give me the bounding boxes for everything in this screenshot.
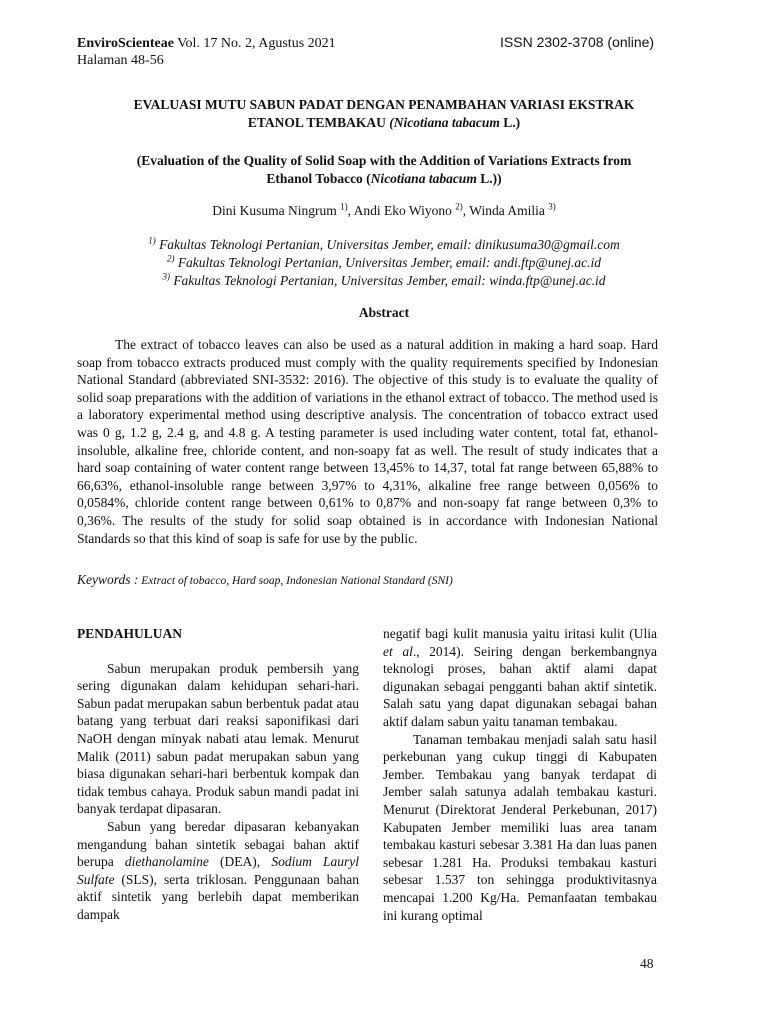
title-en-line2	[60, 170, 708, 188]
body-column-left	[77, 625, 359, 924]
author-affil-mark: 2)	[455, 201, 463, 212]
keywords-list: Extract of tobacco, Hard soap, Indonesian National Standard (SNI)	[138, 575, 453, 587]
paragraph-text: (SLS), serta triklosan. Penggunaan bahan aktif sintetik yang berlebih dapat memberikan dampak	[77, 871, 359, 922]
section-heading: PENDAHULUAN	[77, 626, 183, 641]
author-separator: ,	[347, 203, 354, 218]
author-affil-mark: 3)	[548, 201, 556, 212]
page-range: Halaman 48-56	[77, 53, 164, 68]
title-en-line2-end: L.))	[476, 171, 502, 186]
journal-name: EnviroScienteae	[77, 36, 174, 51]
journal-header	[77, 35, 336, 69]
title-english	[60, 152, 708, 188]
author-separator: ,	[462, 203, 470, 218]
term-italic: diethanolamine	[124, 854, 209, 870]
affiliation-line	[60, 236, 708, 254]
title-indonesian	[60, 96, 708, 132]
abstract-body: The extract of tobacco leaves can also be used as a natural addition in making a hard soap. Hard soap from tobacco extracts produced must comply with the quality requirements specified by Indonesian National Standard (abbreviated SNI-3532: 2016). The objective of this study is to evaluate the quality of solid soap preparations with the addition of variations in the ethanol extract of tobacco. The method used is a laboratory experimental method using descriptive analysis. The concentration of tobacco extract used was 0 g, 1.2 g, 2.4 g, and 4.8 g. A testing parameter is used including water content, total fat, ethanol-insoluble, alkaline free, chloride content, and non-soapy fat as well. The result of study indicates that a hard soap containing of water content range between 13,45% to 14,37, total fat range between 65,88% to 66,63%, ethanol-insoluble range between 3,97% to 4,31%, alkaline free range between 0,056% to 0,0584%, chloride content range between 0,61% to 0,87% and non-soapy fat range between 0,3% to 0,36%. The results of the study for solid soap obtained is in accordance with Indonesian National Standards so that this kind of soap is safe for use by the public.	[77, 337, 658, 546]
author-name: Dini Kusuma Ningrum	[212, 203, 341, 218]
volume-info: Vol. 17 No. 2, Agustus 2021	[173, 36, 336, 51]
citation-italic: et al	[383, 643, 413, 659]
paragraph-text: (DEA),	[208, 854, 272, 870]
body-paragraph	[383, 625, 657, 731]
page-number: 48	[640, 956, 654, 971]
paragraph-text: ., 2014). Seiring dengan berkembangnya teknologi proses, bahan aktif alami dapat digunakan sebagai pengganti bahan aktif sintetik. Salah satu yang dapat digunakan sebagai bahan aktif dalam sabun yaitu tanaman tembakau.	[383, 643, 657, 729]
body-paragraph: Tanaman tembakau menjadi salah satu hasil perkebunan yang cukup tinggi di Kabupaten Jember. Tembakau yang banyak terdapat di Jember salah satunya adalah tembakau kasturi. Menurut (Direktorat Jenderal Perkebunan, 2017) Kabupaten Jember memiliki luas area tanam tembakau kasturi sebesar 3.381 Ha dan luas panen sebesar 1.281 Ha. Produksi tembakau kasturi sebesar 1.537 ton sehingga produktivitasnya mencapai 1.200 Kg/Ha. Pemanfaatan tembakau ini kurang optimal	[383, 731, 657, 923]
author-name: Andi Eko Wiyono	[353, 203, 456, 218]
affiliation-line	[60, 272, 708, 290]
title-id-species: (Nicotiana tabacum	[389, 115, 500, 130]
keywords	[77, 572, 453, 588]
title-en-species: Nicotiana tabacum	[370, 171, 477, 186]
body-column-right	[383, 625, 657, 924]
author-name: Winda Amilia	[469, 203, 549, 218]
title-en-line1: (Evaluation of the Quality of Solid Soap with the Addition of Variations Extracts from	[136, 153, 632, 168]
affil-text: Fakultas Teknologi Pertanian, Universitas Jember, email: andi.ftp@unej.ac.id	[174, 255, 602, 270]
title-id-line1: EVALUASI MUTU SABUN PADAT DENGAN PENAMBAHAN VARIASI EKSTRAK	[133, 97, 635, 112]
term-italic: Sodium Lauryl Sulfate	[77, 854, 359, 887]
affil-mark: 3)	[162, 271, 170, 282]
affiliations	[60, 236, 708, 290]
affil-mark: 1)	[148, 235, 156, 246]
abstract-heading: Abstract	[358, 305, 410, 320]
affiliation-line	[60, 254, 708, 272]
keywords-label: Keywords :	[77, 572, 139, 587]
title-id-line2	[60, 114, 708, 132]
title-id-line2-text: ETANOL TEMBAKAU	[247, 115, 390, 130]
affil-text: Fakultas Teknologi Pertanian, Universitas Jember, email: dinikusuma30@gmail.com	[155, 237, 620, 252]
body-paragraph: Sabun merupakan produk pembersih yang sering digunakan dalam kehidupan sehari-hari. Sabun padat merupakan sabun berbentuk padat atau batang yang terbuat dari reaksi saponifikasi dari NaOH dengan minyak nabati atau lemak. Menurut Malik (2011) sabun padat merupakan sabun yang biasa digunakan sehari-hari berbentuk kompak dan tidak tembus cahaya. Produk sabun mandi padat ini banyak terdapat dipasaran.	[77, 660, 359, 817]
paragraph-text: Sabun yang beredar dipasaran kebanyakan mengandung bahan sintetik sebagai bahan aktif berupa	[77, 818, 359, 870]
author-list	[60, 203, 708, 219]
body-paragraph	[77, 818, 359, 924]
affil-mark: 2)	[166, 253, 175, 264]
author-affil-mark: 1)	[340, 201, 348, 212]
affil-text: Fakultas Teknologi Pertanian, Universitas Jember, email: winda.ftp@unej.ac.id	[169, 273, 606, 288]
title-en-line2-text: Ethanol Tobacco (	[266, 171, 371, 186]
title-id-line2-end: L.)	[499, 115, 521, 130]
paragraph-text: negatif bagi kulit manusia yaitu iritasi kulit (Ulia	[383, 626, 657, 641]
issn: ISSN 2302-3708 (online)	[500, 34, 655, 50]
